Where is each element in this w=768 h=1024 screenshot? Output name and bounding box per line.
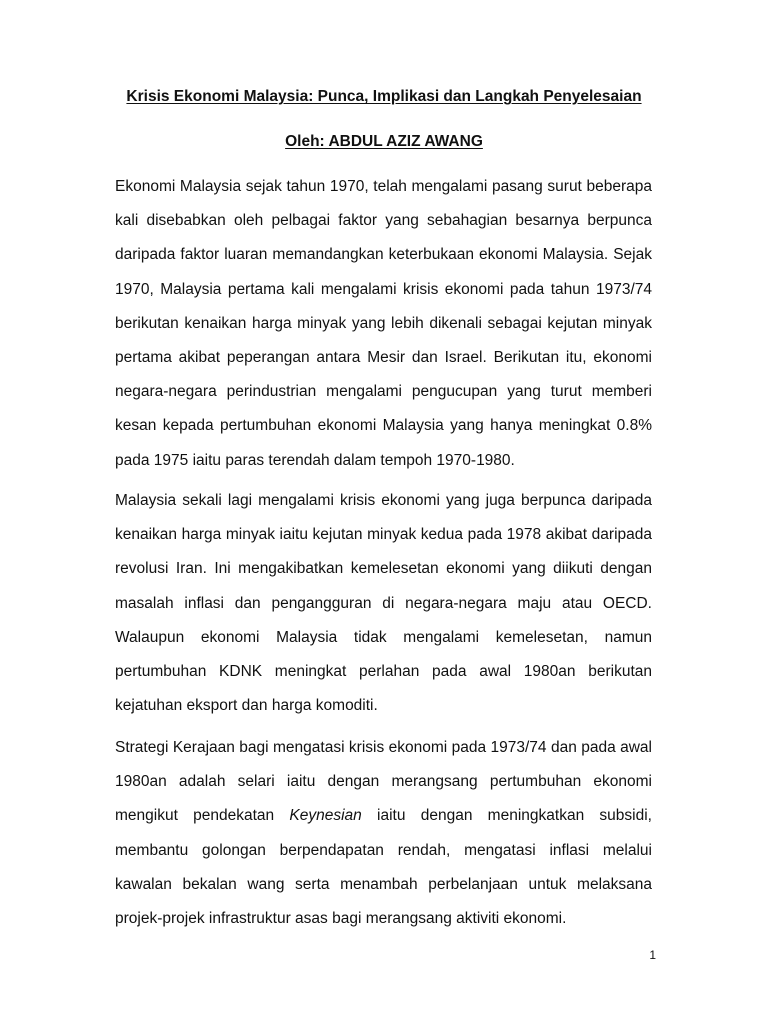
page-number: 1	[649, 948, 656, 962]
paragraph-3-italic-term: Keynesian	[289, 807, 362, 825]
paragraph-3-text-start: Strategi Kerajaan bagi mengatasi krisis ekonomi pada 1973/74 dan pada awal 1980an adalah selari iaitu dengan merangsang pertumbuhan ekonomi mengikut pendekatan	[115, 739, 652, 825]
paragraph-3	[115, 731, 652, 936]
document-title: Krisis Ekonomi Malaysia: Punca, Implikasi dan Langkah Penyelesaian	[126, 88, 642, 105]
paragraph-1: Ekonomi Malaysia sejak tahun 1970, telah mengalami pasang surut beberapa kali disebabkan oleh pelbagai faktor yang sebahagian besarnya berpunca daripada faktor luaran memandangkan keterbukaan ekonomi Malaysia. Sejak 1970, Malaysia pertama kali mengalami krisis ekonomi pada tahun 1973/74 berikutan kenaikan harga minyak yang lebih dikenali sebagai kejutan minyak pertama akibat peperangan antara Mesir dan Israel. Berikutan itu, ekonomi negara-negara perindustrian mengalami pengucupan yang turut memberi kesan kepada pertumbuhan ekonomi Malaysia yang hanya meningkat 0.8% pada 1975 iaitu paras terendah dalam tempoh 1970-1980.	[115, 178, 652, 469]
paragraph-2: Malaysia sekali lagi mengalami krisis ekonomi yang juga berpunca daripada kenaikan harga minyak iaitu kejutan minyak kedua pada 1978 akibat daripada revolusi Iran. Ini mengakibatkan kemelesetan ekonomi yang diikuti dengan masalah inflasi dan pengangguran di negara-negara maju atau OECD. Walaupun ekonomi Malaysia tidak mengalami kemelesetan, namun pertumbuhan KDNK meningkat perlahan pada awal 1980an berikutan kejatuhan eksport dan harga komoditi.	[115, 492, 652, 715]
paragraph-3-text-end: iaitu dengan meningkatkan subsidi, membantu golongan berpendapatan rendah, mengatasi inflasi melalui kawalan bekalan wang serta menambah perbelanjaan untuk melaksana projek-projek infrastruktur asas bagi merangsang aktiviti ekonomi.	[115, 807, 652, 928]
author-line: Oleh: ABDUL AZIZ AWANG	[285, 133, 483, 150]
